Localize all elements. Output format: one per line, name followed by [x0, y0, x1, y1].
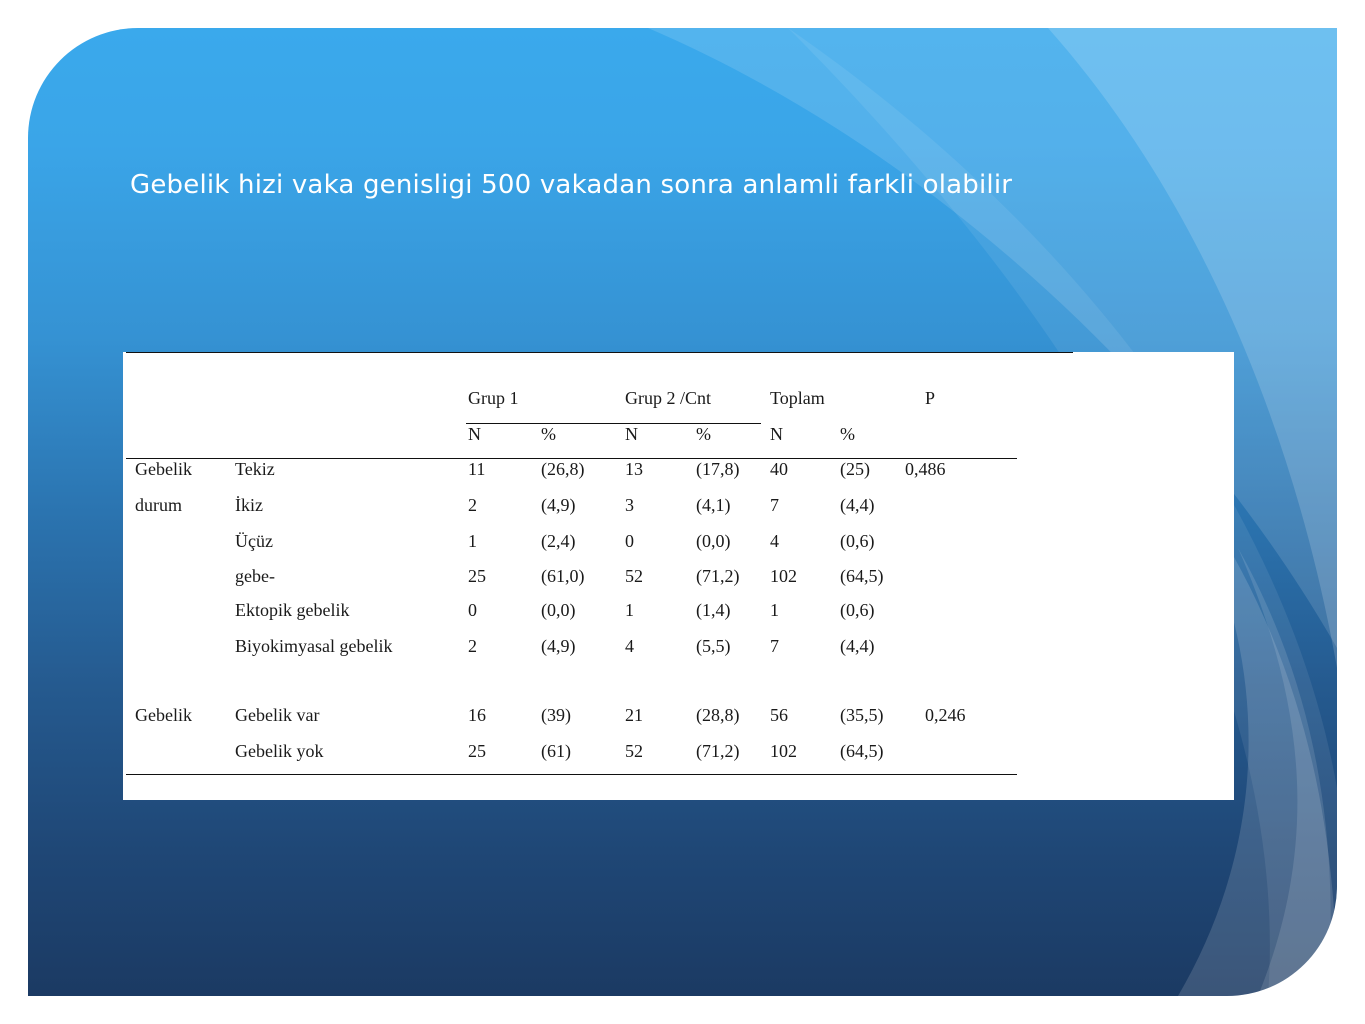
row-t-n: 40 [770, 459, 788, 479]
row-label: Gebelik yok [235, 741, 324, 761]
row-label: Üçüz [235, 531, 273, 551]
row-g2-n: 52 [625, 566, 643, 586]
row-g1-n: 2 [468, 495, 477, 515]
row-g2-n: 4 [625, 636, 634, 656]
row-t-n: 102 [770, 566, 797, 586]
row-t-n: 102 [770, 741, 797, 761]
row-g1-n: 0 [468, 600, 477, 620]
row-g2-n: 0 [625, 531, 634, 551]
header-toplam: Toplam [770, 388, 825, 408]
row-g2-pct: (71,2) [696, 566, 740, 586]
table-top-rule [126, 352, 1073, 353]
header-grup1: Grup 1 [468, 388, 519, 408]
row-g1-pct: (61) [541, 741, 571, 761]
row-g1-pct: (39) [541, 705, 571, 725]
row-g1-n: 2 [468, 636, 477, 656]
row-t-n: 7 [770, 495, 779, 515]
row-t-pct: (35,5) [840, 705, 884, 725]
row-label: Tekiz [235, 459, 275, 479]
group-header-underline [466, 423, 761, 424]
row-g2-n: 3 [625, 495, 634, 515]
slide-title: Gebelik hizi vaka genisligi 500 vakadan sonra anlamli farkli olabilir [130, 170, 1013, 200]
row-t-pct: (25) [840, 459, 870, 479]
row-p: 0,246 [925, 705, 966, 725]
row-g2-n: 13 [625, 459, 643, 479]
row-label: İkiz [235, 495, 263, 515]
row-g2-pct: (4,1) [696, 495, 731, 515]
row-group: Gebelik [135, 459, 192, 479]
row-t-n: 7 [770, 636, 779, 656]
row-g1-pct: (61,0) [541, 566, 585, 586]
row-g1-n: 25 [468, 741, 486, 761]
row-label: Gebelik var [235, 705, 320, 725]
row-t-pct: (4,4) [840, 636, 875, 656]
row-t-n: 1 [770, 600, 779, 620]
row-t-pct: (64,5) [840, 741, 884, 761]
row-g2-n: 52 [625, 741, 643, 761]
row-g2-pct: (0,0) [696, 531, 731, 551]
row-label: gebe- [235, 566, 275, 586]
header-grup2: Grup 2 /Cnt [625, 388, 712, 408]
row-group: durum [135, 495, 182, 515]
row-g2-pct: (71,2) [696, 741, 740, 761]
row-g2-n: 1 [625, 600, 634, 620]
row-g1-pct: (26,8) [541, 459, 585, 479]
row-g2-pct: (17,8) [696, 459, 740, 479]
header-p: P [925, 388, 936, 408]
row-g1-n: 16 [468, 705, 486, 725]
results-table [123, 352, 1234, 800]
subheader-g2-pct: % [696, 424, 711, 444]
subheader-t-n: N [770, 424, 783, 444]
row-t-pct: (0,6) [840, 531, 875, 551]
row-g2-pct: (1,4) [696, 600, 731, 620]
row-p: 0,486 [905, 459, 946, 479]
subheader-g2-n: N [625, 424, 638, 444]
row-group: Gebelik [135, 705, 192, 725]
row-g2-pct: (5,5) [696, 636, 731, 656]
table-bottom-rule [126, 774, 1017, 775]
row-t-n: 56 [770, 705, 788, 725]
subheader-t-pct: % [840, 424, 855, 444]
subheader-g1-n: N [468, 424, 481, 444]
row-g1-n: 1 [468, 531, 477, 551]
row-g1-pct: (0,0) [541, 600, 576, 620]
row-g1-pct: (4,9) [541, 636, 576, 656]
row-g1-pct: (4,9) [541, 495, 576, 515]
row-t-n: 4 [770, 531, 779, 551]
row-t-pct: (4,4) [840, 495, 875, 515]
subheader-g1-pct: % [541, 424, 556, 444]
row-label: Ektopik gebelik [235, 600, 350, 620]
row-g2-n: 21 [625, 705, 643, 725]
row-g1-pct: (2,4) [541, 531, 576, 551]
row-g1-n: 11 [468, 459, 486, 479]
row-g2-pct: (28,8) [696, 705, 740, 725]
row-label: Biyokimyasal gebelik [235, 636, 393, 656]
row-t-pct: (0,6) [840, 600, 875, 620]
row-g1-n: 25 [468, 566, 486, 586]
row-t-pct: (64,5) [840, 566, 884, 586]
